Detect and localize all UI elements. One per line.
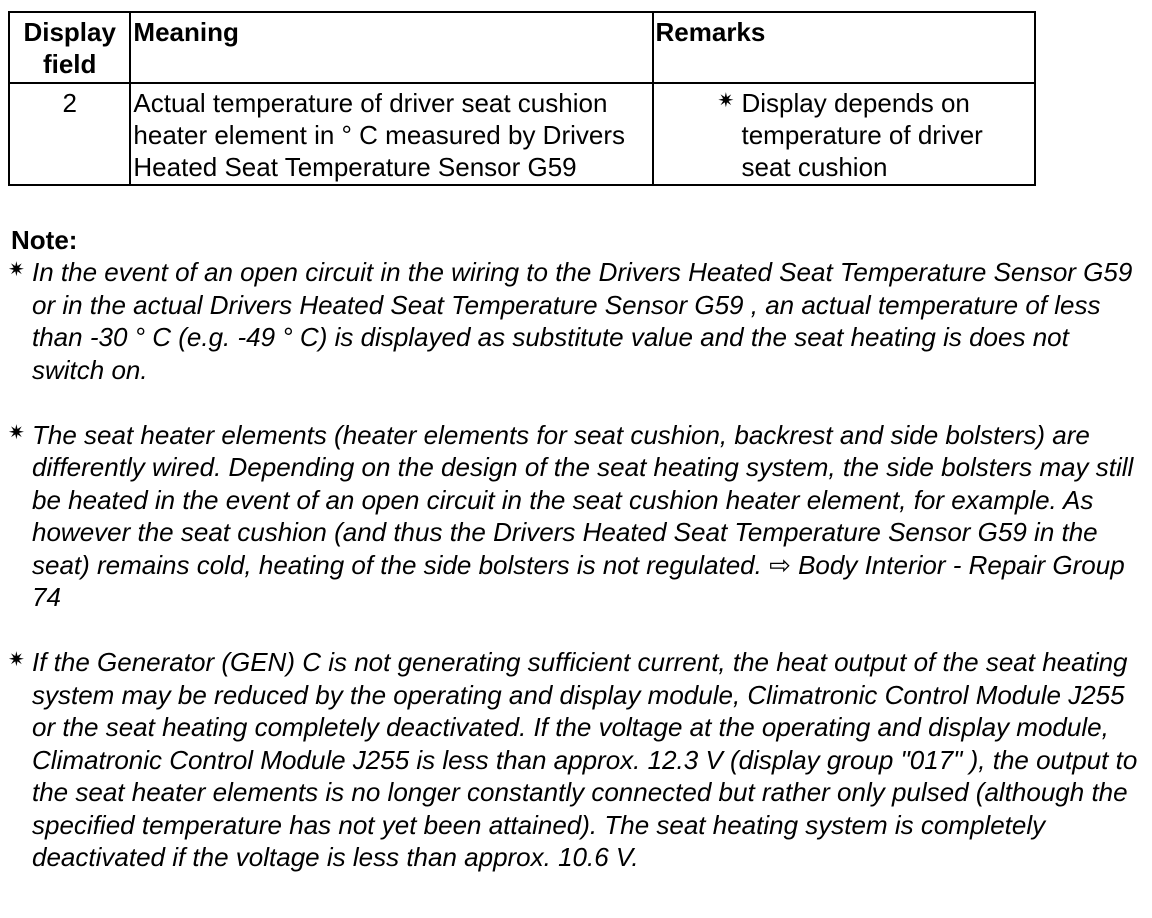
remark-text: Display depends on temperature of driver seat cushion bbox=[741, 88, 983, 182]
note-text: If the Generator (GEN) C is not generating sufficient current, the heat output of the seat heating system may be reduced by the operating and display module, Climatronic Control Module J255 or the seat heating completely deactivated. If the voltage at the operating and display module, Climatronic Control Module J255 is less than approx. 12.3 V (display group "017" ), the output to the seat heater elements is no longer constantly connected but rather only pulsed (although the specified temperature has not yet been attained). The seat heating system is completely deactivated if the voltage is less than approx. 10.6 V. bbox=[32, 647, 1138, 872]
remark-item bbox=[656, 87, 1033, 183]
list-item bbox=[8, 419, 1138, 614]
list-item bbox=[8, 256, 1138, 386]
note-heading: Note: bbox=[11, 225, 78, 255]
display-field-table bbox=[8, 11, 1036, 186]
star-bullet-icon: ✷ bbox=[8, 259, 25, 281]
star-bullet-icon: ✷ bbox=[8, 421, 25, 444]
header-meaning: Meaning bbox=[130, 12, 652, 83]
cell-meaning: Actual temperature of driver seat cushion heater element in ° C measured by Drivers Heated Seat Temperature Sensor G59 bbox=[130, 83, 652, 185]
cell-remarks bbox=[653, 83, 1036, 185]
cell-display-field: 2 bbox=[9, 83, 130, 185]
table-row bbox=[9, 83, 1035, 185]
table-header-row bbox=[9, 12, 1035, 83]
star-bullet-icon: ✷ bbox=[8, 649, 25, 671]
header-remarks: Remarks bbox=[653, 12, 1036, 83]
note-text: In the event of an open circuit in the wiring to the Drivers Heated Seat Temperature Sensor G59 or in the actual Drivers Heated Seat Temperature Sensor G59 , an actual temperature of less than -30 ° C (e.g. -49 ° C) is displayed as substitute value and the seat heating is does not switch on. bbox=[32, 257, 1133, 385]
note-list bbox=[8, 256, 1138, 906]
list-item bbox=[8, 646, 1138, 874]
note-text: The seat heater elements (heater elements for seat cushion, backrest and side bolsters) are differently wired. Depending on the design of the seat heating system, the side bolsters may still be heated in the event of an open circuit in the seat cushion heater element, for example. As however the seat cushion (and thus the Drivers Heated Seat Temperature Sensor G59 in the seat) remains cold, heating of the side bolsters is not regulated. ⇨ Body Interior - Repair Group 74 bbox=[32, 419, 1134, 612]
star-bullet-icon: ✷ bbox=[717, 90, 735, 112]
header-display-field: Display field bbox=[9, 12, 130, 83]
